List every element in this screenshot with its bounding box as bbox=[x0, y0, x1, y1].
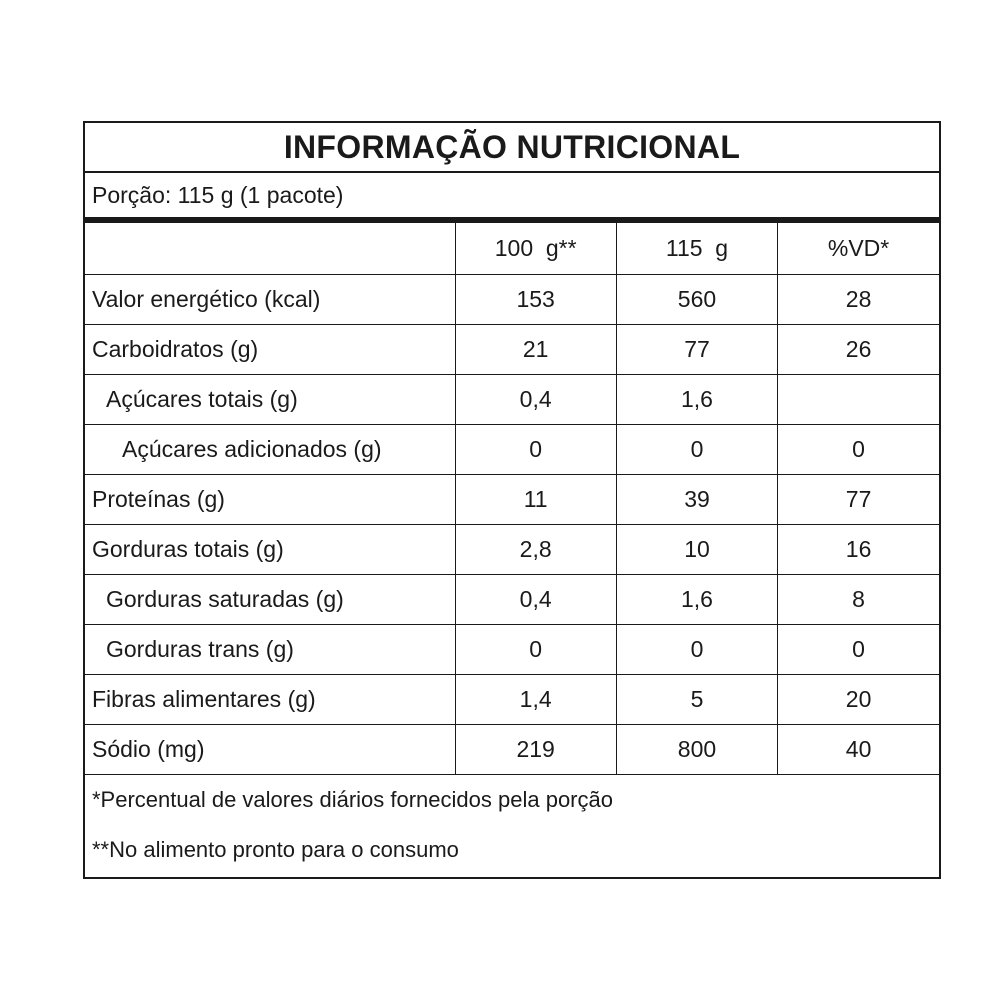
portion-size: Porção: 115 g (1 pacote) bbox=[85, 173, 939, 223]
nutrient-name: Sódio (mg) bbox=[85, 724, 455, 774]
table-row bbox=[85, 474, 939, 524]
value-daily-percent: 20 bbox=[778, 674, 939, 724]
table-row bbox=[85, 674, 939, 724]
value-per-portion: 1,6 bbox=[616, 374, 777, 424]
value-per-portion: 560 bbox=[616, 274, 777, 324]
nutrient-name: Gorduras saturadas (g) bbox=[85, 574, 455, 624]
value-daily-percent: 26 bbox=[778, 324, 939, 374]
nutrient-name: Gorduras totais (g) bbox=[85, 524, 455, 574]
value-daily-percent: 28 bbox=[778, 274, 939, 324]
value-per-100g: 219 bbox=[455, 724, 616, 774]
header-daily-value: %VD* bbox=[778, 223, 939, 274]
table-row bbox=[85, 724, 939, 774]
value-per-100g: 1,4 bbox=[455, 674, 616, 724]
header-per-portion: 115 g bbox=[616, 223, 777, 274]
value-per-portion: 800 bbox=[616, 724, 777, 774]
value-per-100g: 0 bbox=[455, 624, 616, 674]
nutrient-name: Fibras alimentares (g) bbox=[85, 674, 455, 724]
header-per-100g: 100 g** bbox=[455, 223, 616, 274]
value-daily-percent: 0 bbox=[778, 424, 939, 474]
value-daily-percent: 0 bbox=[778, 624, 939, 674]
table-header-row bbox=[85, 223, 939, 274]
value-per-100g: 153 bbox=[455, 274, 616, 324]
value-per-100g: 0 bbox=[455, 424, 616, 474]
label-title: INFORMAÇÃO NUTRICIONAL bbox=[85, 123, 939, 173]
value-per-portion: 77 bbox=[616, 324, 777, 374]
value-daily-percent: 40 bbox=[778, 724, 939, 774]
value-per-portion: 1,6 bbox=[616, 574, 777, 624]
value-per-portion: 39 bbox=[616, 474, 777, 524]
value-daily-percent: 77 bbox=[778, 474, 939, 524]
footnote-ready-to-eat: **No alimento pronto para o consumo bbox=[92, 836, 459, 862]
value-per-portion: 0 bbox=[616, 624, 777, 674]
value-per-portion: 10 bbox=[616, 524, 777, 574]
header-nutrient bbox=[85, 223, 455, 274]
value-daily-percent: 16 bbox=[778, 524, 939, 574]
table-row bbox=[85, 624, 939, 674]
nutrient-name: Gorduras trans (g) bbox=[85, 624, 455, 674]
table-row bbox=[85, 374, 939, 424]
table-row bbox=[85, 574, 939, 624]
nutrient-name: Açúcares totais (g) bbox=[85, 374, 455, 424]
value-per-100g: 11 bbox=[455, 474, 616, 524]
nutrient-name: Valor energético (kcal) bbox=[85, 274, 455, 324]
table-row bbox=[85, 324, 939, 374]
table-row bbox=[85, 274, 939, 324]
value-per-portion: 0 bbox=[616, 424, 777, 474]
value-per-100g: 0,4 bbox=[455, 374, 616, 424]
value-daily-percent bbox=[778, 374, 939, 424]
table-row bbox=[85, 524, 939, 574]
nutrition-table bbox=[85, 223, 939, 775]
value-daily-percent: 8 bbox=[778, 574, 939, 624]
nutrient-name: Açúcares adicionados (g) bbox=[85, 424, 455, 474]
nutrient-name: Proteínas (g) bbox=[85, 474, 455, 524]
value-per-portion: 5 bbox=[616, 674, 777, 724]
value-per-100g: 0,4 bbox=[455, 574, 616, 624]
footnotes bbox=[85, 775, 939, 875]
footnote-daily-value: *Percentual de valores diários fornecidos pela porção bbox=[92, 786, 613, 812]
table-row bbox=[85, 424, 939, 474]
nutrient-name: Carboidratos (g) bbox=[85, 324, 455, 374]
value-per-100g: 21 bbox=[455, 324, 616, 374]
value-per-100g: 2,8 bbox=[455, 524, 616, 574]
nutrition-facts-label bbox=[83, 121, 941, 879]
